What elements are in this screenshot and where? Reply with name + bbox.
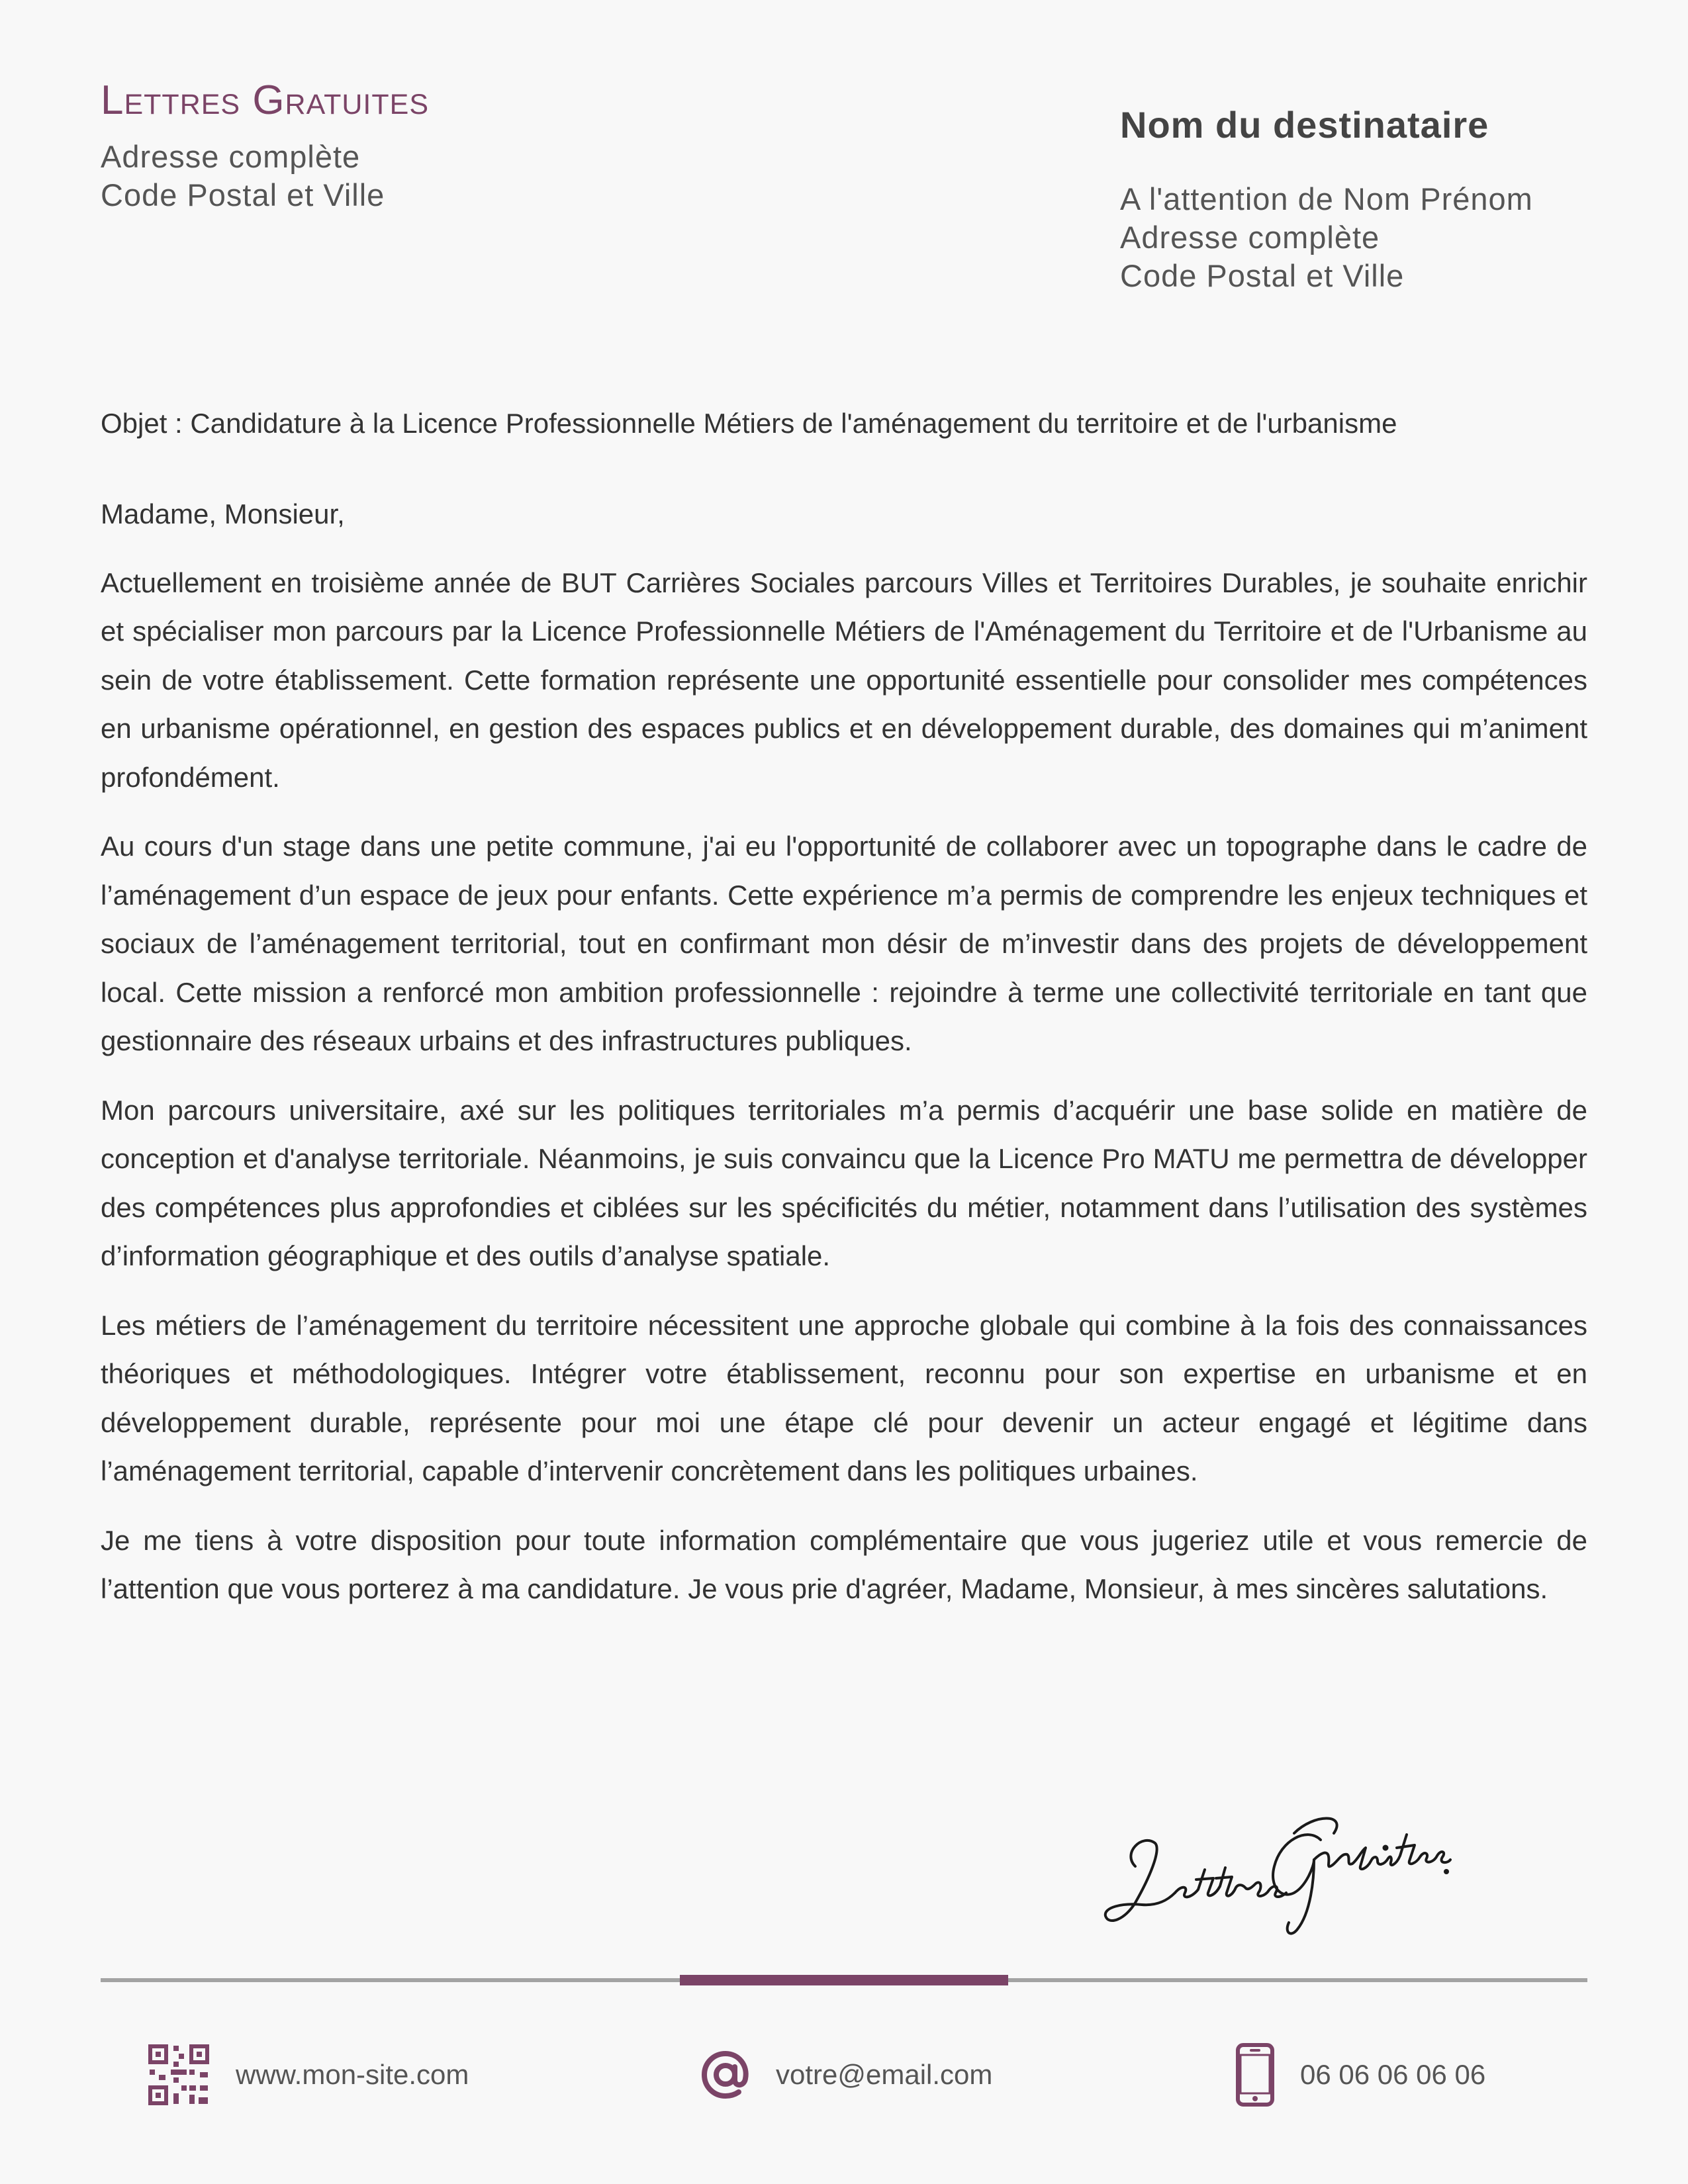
footer-phone bbox=[1235, 2042, 1485, 2108]
at-sign-icon bbox=[700, 2050, 751, 2100]
smartphone-icon bbox=[1235, 2043, 1275, 2107]
recipient-block bbox=[1120, 105, 1663, 295]
recipient-city: Code Postal et Ville bbox=[1120, 257, 1405, 293]
footer-website bbox=[147, 2042, 469, 2108]
sender-city: Code Postal et Ville bbox=[101, 177, 385, 213]
footer-email bbox=[700, 2042, 992, 2108]
body-paragraph: Actuellement en troisième année de BUT Carrières Sociales parcours Villes et Territoires Durables, je souhaite enrichir et spécialiser mon parcours par la Licence Professionnelle Métiers de l'Aménagement du Territoire et de l'Urbanisme au sein de votre établissement. Cette formation représente une opportunité essentielle pour consolider mes compétences en urbanisme opérationnel, en gestion des espaces publics et en développement durable, des domaines qui m’animent profondément. bbox=[101, 567, 1587, 793]
handwritten-signature bbox=[1096, 1787, 1453, 1939]
body-paragraph: Mon parcours universitaire, axé sur les politiques territoriales m’a permis d’acquérir une base solide en matière de conception et d'analyse territoriale. Néanmoins, je suis convaincu que la Licence Pro MATU me permettra de développer des compétences plus approfondies et ciblées sur les spécificités du métier, notamment dans l’utilisation des systèmes d’information géographique et des outils d’analyse spatiale. bbox=[101, 1094, 1587, 1271]
salutation: Madame, Monsieur, bbox=[101, 498, 345, 529]
qr-code-icon bbox=[147, 2043, 211, 2107]
letter-subject: Objet : Candidature à la Licence Professionnelle Métiers de l'aménagement du territoire et de l'urbanisme bbox=[101, 408, 1397, 439]
email-link[interactable]: votre@email.com bbox=[776, 2059, 993, 2090]
sender-name: Lettres Gratuites bbox=[101, 77, 429, 123]
phone-number[interactable]: 06 06 06 06 06 bbox=[1300, 2059, 1486, 2090]
recipient-name: Nom du destinataire bbox=[1120, 104, 1489, 146]
body-paragraph: Les métiers de l’aménagement du territoire nécessitent une approche globale qui combine à la fois des connaissances théoriques et méthodologiques. Intégrer votre établissement, reconnu pour son expertise en urbanisme et en développement durable, représente pour moi une étape clé pour devenir un acteur engagé et légitime dans l’aménagement territorial, capable d’intervenir concrètement dans les politiques urbaines. bbox=[101, 1309, 1587, 1486]
sender-address: Adresse complète bbox=[101, 139, 361, 175]
recipient-attention: A l'attention de Nom Prénom bbox=[1120, 181, 1533, 216]
signature-drawing bbox=[1096, 1787, 1453, 1939]
footer-divider-accent bbox=[680, 1975, 1008, 1985]
sender-block bbox=[101, 78, 763, 214]
website-link[interactable]: www.mon-site.com bbox=[236, 2059, 469, 2090]
recipient-address: Adresse complète bbox=[1120, 219, 1380, 255]
letter-body bbox=[101, 490, 1587, 1634]
body-paragraph: Au cours d'un stage dans une petite commune, j'ai eu l'opportunité de collaborer avec un topographe dans le cadre de l’aménagement d’un espace de jeux pour enfants. Cette expérience m’a permis de comprendre les enjeux techniques et sociaux de l’aménagement territorial, tout en confirmant mon désir de m’investir dans des projets de développement local. Cette mission a renforcé mon ambition professionnelle : rejoindre à terme une collectivité territoriale en tant que gestionnaire des réseaux urbains et des infrastructures publiques. bbox=[101, 831, 1587, 1056]
body-paragraph: Je me tiens à votre disposition pour toute information complémentaire que vous jugeriez utile et vous remercie de l’attention que vous porterez à ma candidature. Je vous prie d'agréer, Madame, Monsieur, à mes sincères salutations. bbox=[101, 1524, 1587, 1604]
